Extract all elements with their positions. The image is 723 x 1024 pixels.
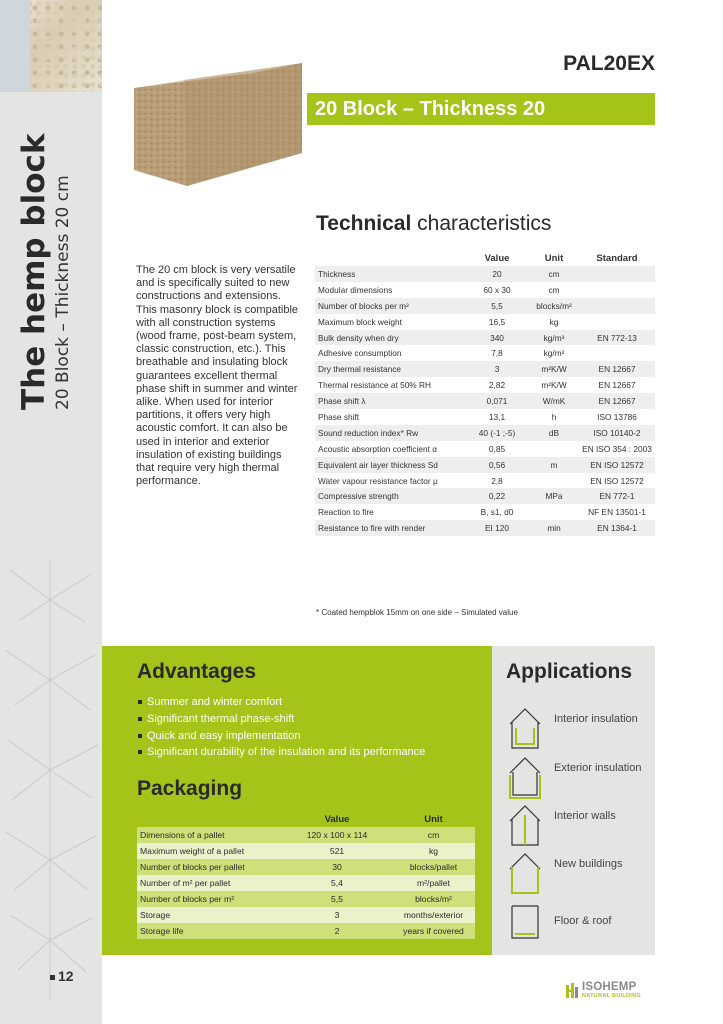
side-title-subtitle: 20 Block – Thickness 20 cm (53, 175, 73, 410)
tech-cell-value: 3 (465, 361, 529, 377)
tech-table-row (315, 282, 655, 298)
pack-cell-label: Storage (137, 907, 282, 923)
tech-cell-value: 5,5 (465, 298, 529, 314)
tech-cell-label: Thermal resistance at 50% RH (315, 377, 465, 393)
tech-cell-unit: MPa (529, 488, 579, 504)
side-strip (0, 0, 102, 1024)
pack-cell-label: Number of m² per pallet (137, 875, 282, 891)
application-label: New buildings (554, 858, 623, 870)
house-interior-insulation-icon (508, 706, 542, 750)
tech-cell-label: Reaction to fire (315, 504, 465, 520)
tech-cell-unit (529, 441, 579, 457)
tech-footnote: * Coated hempblok 15mm on one side – Simulated value (316, 608, 518, 617)
tech-cell-standard: EN 12667 (579, 361, 655, 377)
pack-col-label (137, 812, 282, 827)
advantages-heading: Advantages (137, 660, 257, 683)
product-code: PAL20EX (563, 52, 655, 75)
tech-cell-label: Modular dimensions (315, 282, 465, 298)
packaging-table-row (137, 859, 475, 875)
tech-table-row (315, 457, 655, 473)
tech-cell-label: Compressive strength (315, 488, 465, 504)
tech-cell-unit: dB (529, 425, 579, 441)
tech-cell-standard (579, 345, 655, 361)
pack-cell-unit: cm (392, 827, 475, 843)
tech-cell-unit: min (529, 520, 579, 536)
tech-table-row (315, 425, 655, 441)
application-new-buildings (508, 851, 648, 897)
tech-cell-standard: EN ISO 12572 (579, 457, 655, 473)
tech-cell-standard (579, 266, 655, 282)
tech-cell-standard: EN ISO 12572 (579, 473, 655, 489)
tech-cell-label: Number of blocks per m² (315, 298, 465, 314)
tech-cell-standard: EN ISO 354 : 2003 (579, 441, 655, 457)
tech-cell-standard: ISO 10140-2 (579, 425, 655, 441)
pack-cell-unit: months/exterior (392, 907, 475, 923)
pack-cell-label: Number of blocks per pallet (137, 859, 282, 875)
application-exterior-insulation (508, 755, 648, 801)
advantage-item: Significant durability of the insulation and its performance (138, 744, 425, 761)
pack-cell-label: Maximum weight of a pallet (137, 843, 282, 859)
tech-cell-unit: h (529, 409, 579, 425)
tech-cell-label: Sound reduction index* Rw (315, 425, 465, 441)
packaging-table (137, 812, 475, 939)
tech-cell-unit: W/mK (529, 393, 579, 409)
advantages-list (138, 694, 425, 761)
tech-cell-value: 40 (-1 ;-5) (465, 425, 529, 441)
tech-cell-label: Dry thermal resistance (315, 361, 465, 377)
tech-cell-value: 13,1 (465, 409, 529, 425)
tech-table-row (315, 409, 655, 425)
side-title-main: The hemp block (16, 133, 52, 410)
packaging-table-row (137, 827, 475, 843)
tech-cell-unit (529, 473, 579, 489)
pack-cell-value: 5,5 (282, 891, 392, 907)
tech-cell-standard: EN 1364-1 (579, 520, 655, 536)
tech-table (315, 250, 655, 536)
pack-cell-label: Number of blocks per m² (137, 891, 282, 907)
tech-cell-value: 0,85 (465, 441, 529, 457)
tech-cell-unit (529, 504, 579, 520)
tech-cell-value: 60 x 30 (465, 282, 529, 298)
packaging-table-row (137, 923, 475, 939)
logo-name: ISOHEMP (582, 981, 637, 993)
tech-table-row (315, 298, 655, 314)
pack-cell-value: 521 (282, 843, 392, 859)
advantage-item: Summer and winter comfort (138, 694, 425, 711)
tech-cell-label: Phase shift λ (315, 393, 465, 409)
house-interior-walls-icon (508, 803, 542, 847)
side-title (16, 133, 74, 410)
pack-cell-unit: kg (392, 843, 475, 859)
advantage-item: Quick and easy implementation (138, 728, 425, 745)
pack-col-value: Value (324, 814, 350, 825)
page-number: 12 (50, 968, 74, 984)
tech-cell-standard: ISO 13786 (579, 409, 655, 425)
tech-cell-value: 2,8 (465, 473, 529, 489)
tech-cell-value: 340 (465, 330, 529, 346)
pack-cell-value: 5,4 (282, 875, 392, 891)
packaging-table-header (137, 812, 475, 827)
tech-cell-standard: EN 12667 (579, 377, 655, 393)
tech-cell-value: 0,071 (465, 393, 529, 409)
hemp-block-photo (132, 58, 307, 190)
tech-heading-bold: Technical (316, 212, 412, 235)
tech-cell-standard: NF EN 13501-1 (579, 504, 655, 520)
tech-table-row (315, 393, 655, 409)
tech-cell-unit: blocks/m² (529, 298, 579, 314)
pack-cell-label: Dimensions of a pallet (137, 827, 282, 843)
pack-cell-value: 30 (282, 859, 392, 875)
pack-cell-value: 120 x 100 x 114 (282, 827, 392, 843)
pack-cell-value: 2 (282, 923, 392, 939)
pack-cell-value: 3 (282, 907, 392, 923)
tech-table-row (315, 504, 655, 520)
tech-cell-unit: m²K/W (529, 361, 579, 377)
logo-tagline: NATURAL BUILDING (582, 993, 641, 999)
tech-cell-label: Acoustic absorption coefficient α (315, 441, 465, 457)
tech-cell-standard (579, 314, 655, 330)
tech-cell-standard (579, 298, 655, 314)
house-new-building-icon (508, 851, 542, 895)
tech-cell-value: B, s1, d0 (465, 504, 529, 520)
packaging-table-row (137, 875, 475, 891)
tech-cell-unit: kg/m³ (529, 330, 579, 346)
application-label: Interior insulation (554, 713, 638, 725)
tech-cell-unit: m²K/W (529, 377, 579, 393)
tech-table-row (315, 377, 655, 393)
tech-col-standard: Standard (596, 252, 638, 264)
tech-cell-label: Phase shift (315, 409, 465, 425)
tech-cell-standard (579, 282, 655, 298)
application-floor-roof (508, 902, 648, 948)
application-label: Exterior insulation (554, 762, 642, 774)
tech-table-row (315, 488, 655, 504)
tech-cell-standard: EN 772-1 (579, 488, 655, 504)
pack-cell-label: Storage life (137, 923, 282, 939)
tech-table-row (315, 345, 655, 361)
packaging-table-row (137, 907, 475, 923)
application-interior-walls (508, 803, 648, 849)
tech-cell-unit: m (529, 457, 579, 473)
tech-cell-value: 0,56 (465, 457, 529, 473)
tech-cell-unit: kg (529, 314, 579, 330)
tech-cell-standard: EN 12667 (579, 393, 655, 409)
packaging-table-row (137, 891, 475, 907)
pack-cell-unit: blocks/pallet (392, 859, 475, 875)
tech-cell-value: 2,82 (465, 377, 529, 393)
application-label: Interior walls (554, 810, 616, 822)
tech-cell-value: EI 120 (465, 520, 529, 536)
pack-cell-unit: blocks/m² (392, 891, 475, 907)
tech-heading (316, 212, 551, 236)
tech-cell-label: Equivalent air layer thickness Sd (315, 457, 465, 473)
tech-cell-label: Thickness (315, 266, 465, 282)
application-label: Floor & roof (554, 915, 612, 927)
tech-col-value: Value (484, 252, 510, 264)
tech-col-unit: Unit (544, 252, 564, 264)
pack-cell-unit: m²/pallet (392, 875, 475, 891)
pack-col-unit: Unit (424, 814, 443, 825)
tech-table-row (315, 473, 655, 489)
side-photo (0, 0, 102, 92)
tech-cell-value: 0,22 (465, 488, 529, 504)
tech-cell-value: 7,8 (465, 345, 529, 361)
tech-heading-light: characteristics (417, 212, 552, 235)
tech-table-row (315, 361, 655, 377)
tech-cell-unit: cm (529, 266, 579, 282)
tech-cell-label: Adhesive consumption (315, 345, 465, 361)
tech-cell-unit: kg/m² (529, 345, 579, 361)
pack-cell-unit: years if covered (392, 923, 475, 939)
tech-cell-label: Water vapour resistance factor μ (315, 473, 465, 489)
tech-table-row (315, 314, 655, 330)
tech-cell-value: 20 (465, 266, 529, 282)
isohemp-logo (566, 981, 658, 1001)
tech-table-row (315, 330, 655, 346)
tech-table-header (315, 250, 655, 266)
application-interior-insulation (508, 706, 648, 752)
tech-cell-label: Maximum block weight (315, 314, 465, 330)
tech-cell-standard: EN 772-13 (579, 330, 655, 346)
tech-cell-label: Bulk density when dry (315, 330, 465, 346)
hemp-plant-illustration (0, 560, 102, 1000)
advantage-item: Significant thermal phase-shift (138, 711, 425, 728)
packaging-table-row (137, 843, 475, 859)
floor-roof-icon (508, 902, 542, 942)
applications-heading: Applications (506, 660, 633, 683)
tech-table-row (315, 266, 655, 282)
packaging-heading: Packaging (137, 777, 243, 800)
product-description: The 20 cm block is very versatile and is specifically suited to new constructions and extensions. This masonry block is compatible with all construction systems (wood frame, post-beam system, classic construction, etc.). This breathable and insulating block guarantees excellent thermal phase shift in summer and winter alike. When used for interior partitions, it offers very high acoustic comfort. It can also be used in interior and exterior insulation of existing buildings that require very high thermal performance. (136, 264, 299, 488)
tech-col-label (315, 250, 465, 266)
product-title: 20 Block – Thickness 20 (307, 93, 655, 125)
tech-cell-unit: cm (529, 282, 579, 298)
tech-table-row (315, 520, 655, 536)
isohemp-logo-mark (566, 983, 578, 998)
tech-cell-value: 16,5 (465, 314, 529, 330)
house-exterior-insulation-icon (508, 755, 542, 799)
tech-cell-label: Resistance to fire with render (315, 520, 465, 536)
tech-table-row (315, 441, 655, 457)
